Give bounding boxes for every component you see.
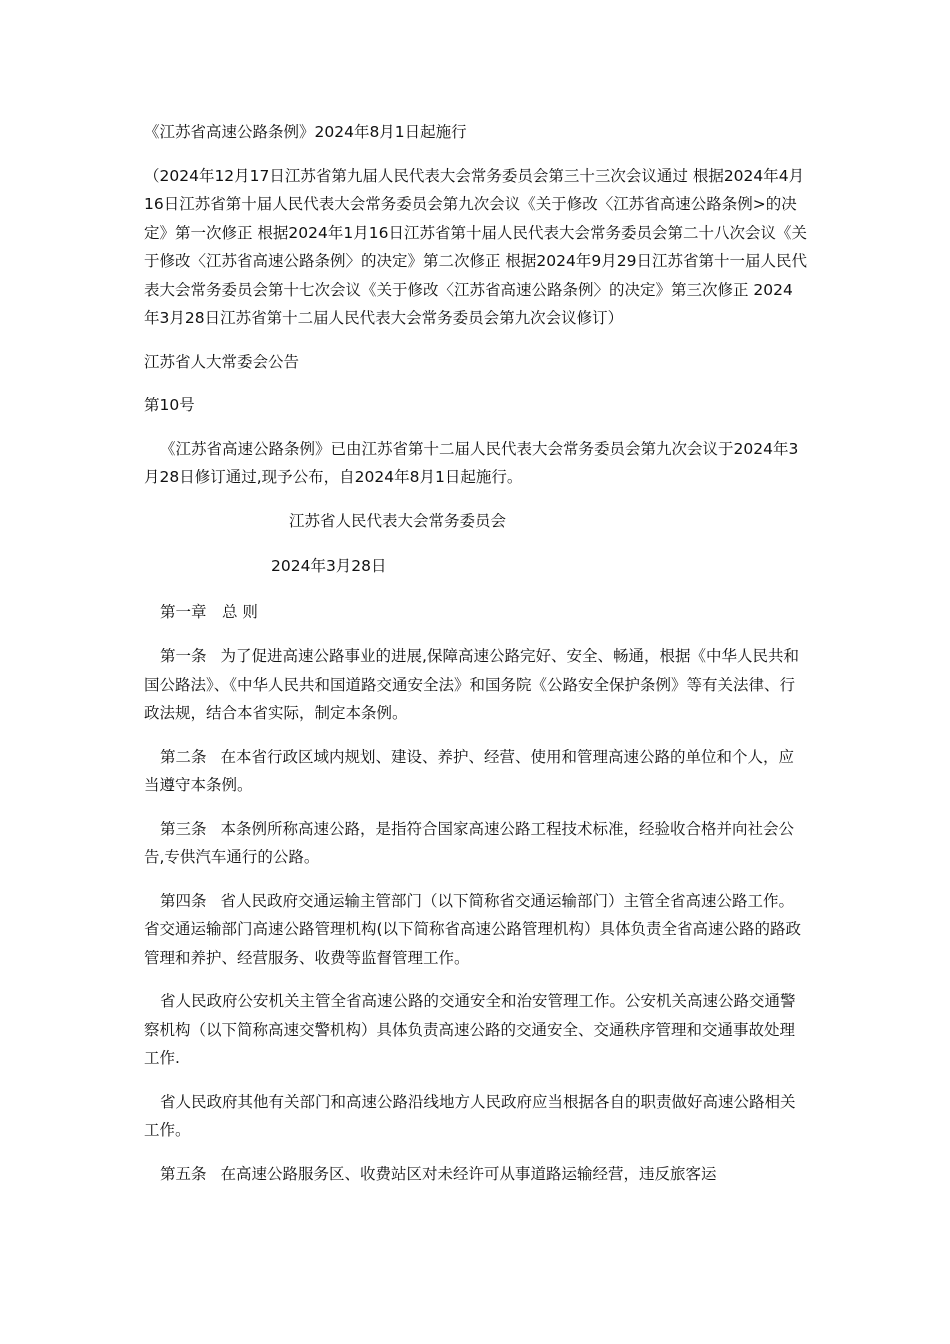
article-text: 在本省行政区域内规划、建设、养护、经营、使用和管理高速公路的单位和个人，应当遵守本条例。: [144, 747, 795, 794]
signature-org: 江苏省人民代表大会常务委员会: [289, 511, 507, 530]
article-text: 为了促进高速公路事业的进展,保障高速公路完好、安全、畅通，根据《中华人民共和国公路法》、《中华人民共和国道路交通安全法》和国务院《公路安全保护条例》等有关法律、行政法规，结合本省实际，制定本条例。: [144, 647, 799, 722]
article-2: [144, 743, 808, 800]
headline: 《江苏省高速公路条例》2024年8月1日起施行: [144, 123, 467, 141]
article-title: 第四条: [160, 891, 207, 910]
article-1: [144, 642, 808, 728]
article-title: 第一条: [160, 647, 207, 665]
article-4-paragraph-3: 省人民政府其他有关部门和高速公路沿线地方人民政府应当根据各自的职责做好高速公路相关工作。: [144, 1092, 796, 1139]
article-5: [144, 1160, 808, 1189]
document-content: [144, 118, 808, 1203]
article-4: [144, 887, 808, 973]
article-title: 第五条: [160, 1164, 207, 1183]
article-title: 第三条: [160, 819, 207, 838]
article-3: [144, 815, 808, 872]
article-text: 本条例所称高速公路，是指符合国家高速公路工程技术标准，经验收合格并向社会公告,专供汽车通行的公路。: [144, 819, 795, 866]
article-4-paragraph-2: 省人民政府公安机关主管全省高速公路的交通安全和治安管理工作。公安机关高速公路交通警察机构（以下简称高速交警机构）具体负责高速公路的交通安全、交通秩序管理和交通事故处理工作.: [144, 992, 796, 1067]
announcement-title: 江苏省人大常委会公告: [144, 352, 300, 371]
article-text: 省人民政府交通运输主管部门（以下简称省交通运输部门）主管全省高速公路工作。省交通运输部门高速公路管理机构(以下简称省高速公路管理机构）具体负责全省高速公路的路政管理和养护、经营服务、收费等监督管理工作。: [144, 891, 802, 967]
announcement-body: 《江苏省高速公路条例》已由江苏省第十二届人民代表大会常务委员会第九次会议于2024年3月28日修订通过,现予公布，自2024年8月1日起施行。: [144, 439, 799, 486]
article-title: 第二条: [160, 747, 207, 766]
chapter-title: 第一章 总 则: [160, 602, 258, 621]
article-text: 在高速公路服务区、收费站区对未经许可从事道路运输经营，违反旅客运: [220, 1164, 717, 1183]
revision-history: （2024年12月17日江苏省第九届人民代表大会常务委员会第三十三次会议通过 根据2024年4月16日江苏省第十届人民代表大会常务委员会第九次会议《关于修改〈江苏省高速公路条例>的决定》第一次修正 根据2024年1月16日江苏省第十届人民代表大会常务委员会第二十八次会议《关于修改〈江苏省高速公路条例〉的决定》第二次修正 根据2024年9月29日江苏省第十一届人民代表大会常务委员会第十七次会议《关于修改〈江苏省高速公路条例〉的决定》第三次修正 2024年3月28日江苏省第十二届人民代表大会常务委员会第九次会议修订）: [144, 166, 807, 327]
announcement-number: 第10号: [144, 396, 195, 414]
signature-date: 2024年3月28日: [271, 557, 387, 575]
